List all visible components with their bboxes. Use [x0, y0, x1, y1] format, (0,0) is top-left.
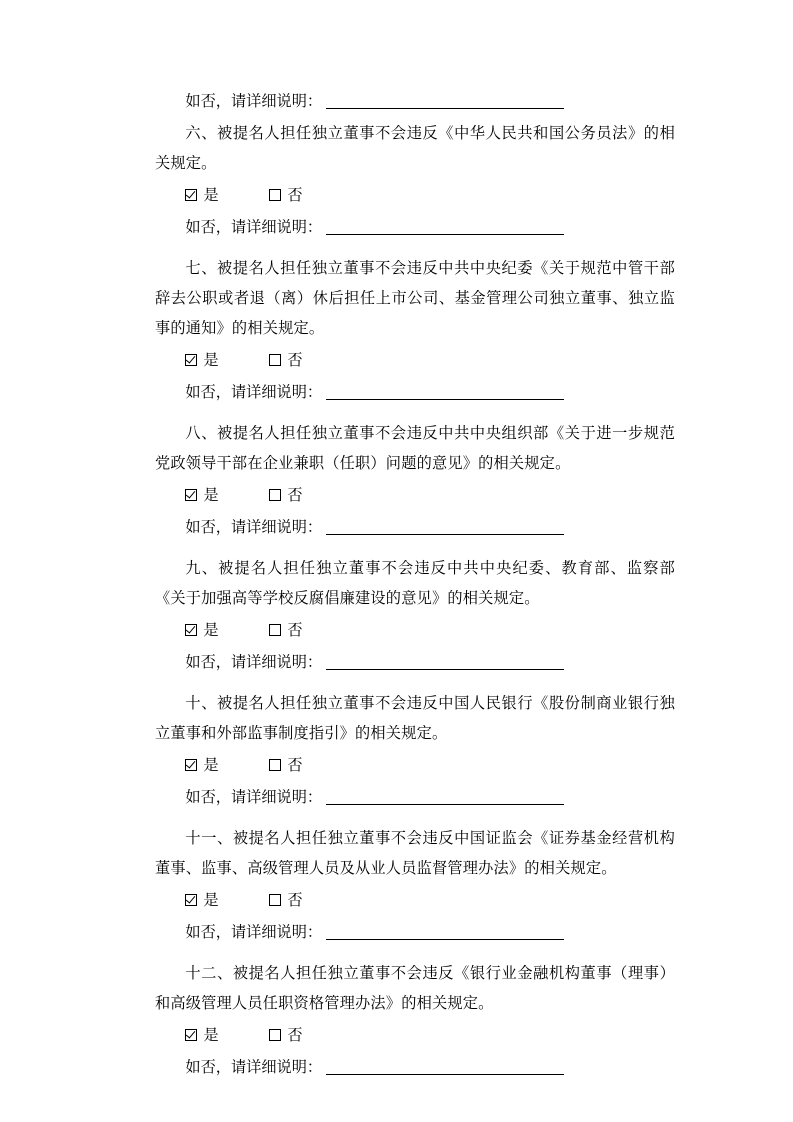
choice-no-11[interactable] [269, 885, 302, 915]
question-body-11: 被提名人担任独立董事不会违反中国证监会《证券基金经营机构董事、监事、高级管理人员及从业人员监督管理办法》的相关规定。 [155, 829, 675, 877]
choice-yes-label-12: 是 [203, 1026, 219, 1044]
choices-10 [155, 750, 675, 780]
question-body-10: 被提名人担任独立董事不会违反中国人民银行《股份制商业银行独立董事和外部监事制度指引》的相关规定。 [155, 694, 675, 742]
note-line-11 [155, 917, 675, 947]
note-blank-9[interactable] [326, 669, 564, 670]
checkbox-yes-icon-10[interactable] [185, 759, 197, 771]
checkbox-no-icon-8[interactable] [269, 489, 281, 501]
choice-yes-8[interactable] [185, 480, 218, 510]
question-block-11 [155, 823, 675, 947]
top-note-label: 如否，请详细说明： [185, 92, 323, 110]
question-number-6: 六、 [185, 124, 218, 142]
top-note-line [155, 86, 675, 116]
question-text-11 [155, 823, 675, 883]
top-note-blank[interactable] [326, 108, 564, 109]
note-label-10: 如否，请详细说明： [185, 788, 323, 806]
choice-no-8[interactable] [269, 480, 302, 510]
note-line-7 [155, 377, 675, 407]
question-block-10 [155, 688, 675, 812]
note-label-6: 如否，请详细说明： [185, 218, 323, 236]
checkbox-no-icon-10[interactable] [269, 759, 281, 771]
question-body-8: 被提名人担任独立董事不会违反中共中央组织部《关于进一步规范党政领导干部在企业兼职（任职）问题的意见》的相关规定。 [155, 424, 675, 472]
choice-no-label-6: 否 [287, 186, 303, 204]
question-text-8 [155, 418, 675, 478]
note-line-9 [155, 647, 675, 677]
choice-no-9[interactable] [269, 615, 302, 645]
note-line-6 [155, 212, 675, 242]
choice-no-7[interactable] [269, 345, 302, 375]
note-line-12 [155, 1052, 675, 1082]
choice-yes-label-11: 是 [203, 891, 219, 909]
choice-yes-label-6: 是 [203, 186, 219, 204]
choice-no-label-9: 否 [287, 621, 303, 639]
note-blank-8[interactable] [326, 534, 564, 535]
choice-no-label-11: 否 [287, 891, 303, 909]
question-block-6 [155, 118, 675, 242]
question-body-12: 被提名人担任独立董事不会违反《银行业金融机构董事（理事）和高级管理人员任职资格管理办法》的相关规定。 [155, 964, 675, 1012]
checkbox-yes-icon-6[interactable] [185, 189, 197, 201]
note-blank-10[interactable] [326, 804, 564, 805]
question-block-7 [155, 253, 675, 407]
note-line-10 [155, 782, 675, 812]
note-line-8 [155, 512, 675, 542]
note-label-11: 如否，请详细说明： [185, 923, 323, 941]
choice-no-12[interactable] [269, 1020, 302, 1050]
choices-11 [155, 885, 675, 915]
choice-yes-label-9: 是 [203, 621, 219, 639]
checkbox-no-icon-11[interactable] [269, 894, 281, 906]
question-body-7: 被提名人担任独立董事不会违反中共中央纪委《关于规范中管干部辞去公职或者退（离）休后担任上市公司、基金管理公司独立董事、独立监事的通知》的相关规定。 [155, 259, 675, 337]
note-blank-6[interactable] [326, 234, 564, 235]
choice-no-label-8: 否 [287, 486, 303, 504]
checkbox-no-icon-6[interactable] [269, 189, 281, 201]
checkbox-yes-icon-7[interactable] [185, 354, 197, 366]
choice-yes-label-10: 是 [203, 756, 219, 774]
checkbox-no-icon-12[interactable] [269, 1029, 281, 1041]
question-number-8: 八、 [185, 424, 218, 442]
question-body-6: 被提名人担任独立董事不会违反《中华人民共和国公务员法》的相关规定。 [155, 124, 675, 172]
note-label-9: 如否，请详细说明： [185, 653, 323, 671]
question-body-9: 被提名人担任独立董事不会违反中共中央纪委、教育部、监察部《关于加强高等学校反腐倡廉建设的意见》的相关规定。 [155, 559, 675, 607]
note-blank-7[interactable] [326, 399, 564, 400]
choice-yes-7[interactable] [185, 345, 218, 375]
checkbox-yes-icon-12[interactable] [185, 1029, 197, 1041]
note-label-7: 如否，请详细说明： [185, 383, 323, 401]
checkbox-no-icon-7[interactable] [269, 354, 281, 366]
question-text-9 [155, 553, 675, 613]
choice-yes-label-7: 是 [203, 351, 219, 369]
question-number-11: 十一、 [185, 829, 233, 847]
checkbox-no-icon-9[interactable] [269, 624, 281, 636]
note-blank-11[interactable] [326, 939, 564, 940]
choice-yes-label-8: 是 [203, 486, 219, 504]
choice-no-10[interactable] [269, 750, 302, 780]
choices-7 [155, 345, 675, 375]
choices-9 [155, 615, 675, 645]
question-text-6 [155, 118, 675, 178]
note-label-12: 如否，请详细说明： [185, 1058, 323, 1076]
question-number-12: 十二、 [185, 964, 233, 982]
question-block-12 [155, 958, 675, 1082]
question-number-7: 七、 [185, 259, 218, 277]
checkbox-yes-icon-8[interactable] [185, 489, 197, 501]
choice-yes-10[interactable] [185, 750, 218, 780]
choice-no-label-12: 否 [287, 1026, 303, 1044]
question-block-8 [155, 418, 675, 542]
choices-12 [155, 1020, 675, 1050]
question-text-12 [155, 958, 675, 1018]
note-blank-12[interactable] [326, 1074, 564, 1075]
question-block-9 [155, 553, 675, 677]
question-number-9: 九、 [185, 559, 219, 577]
choice-yes-12[interactable] [185, 1020, 218, 1050]
choices-6 [155, 180, 675, 210]
note-label-8: 如否，请详细说明： [185, 518, 323, 536]
question-text-10 [155, 688, 675, 748]
choice-yes-6[interactable] [185, 180, 218, 210]
question-number-10: 十、 [185, 694, 218, 712]
choice-yes-11[interactable] [185, 885, 218, 915]
choice-no-label-10: 否 [287, 756, 303, 774]
checkbox-yes-icon-9[interactable] [185, 624, 197, 636]
question-text-7 [155, 253, 675, 343]
choices-8 [155, 480, 675, 510]
choice-yes-9[interactable] [185, 615, 218, 645]
choice-no-label-7: 否 [287, 351, 303, 369]
checkbox-yes-icon-11[interactable] [185, 894, 197, 906]
choice-no-6[interactable] [269, 180, 302, 210]
